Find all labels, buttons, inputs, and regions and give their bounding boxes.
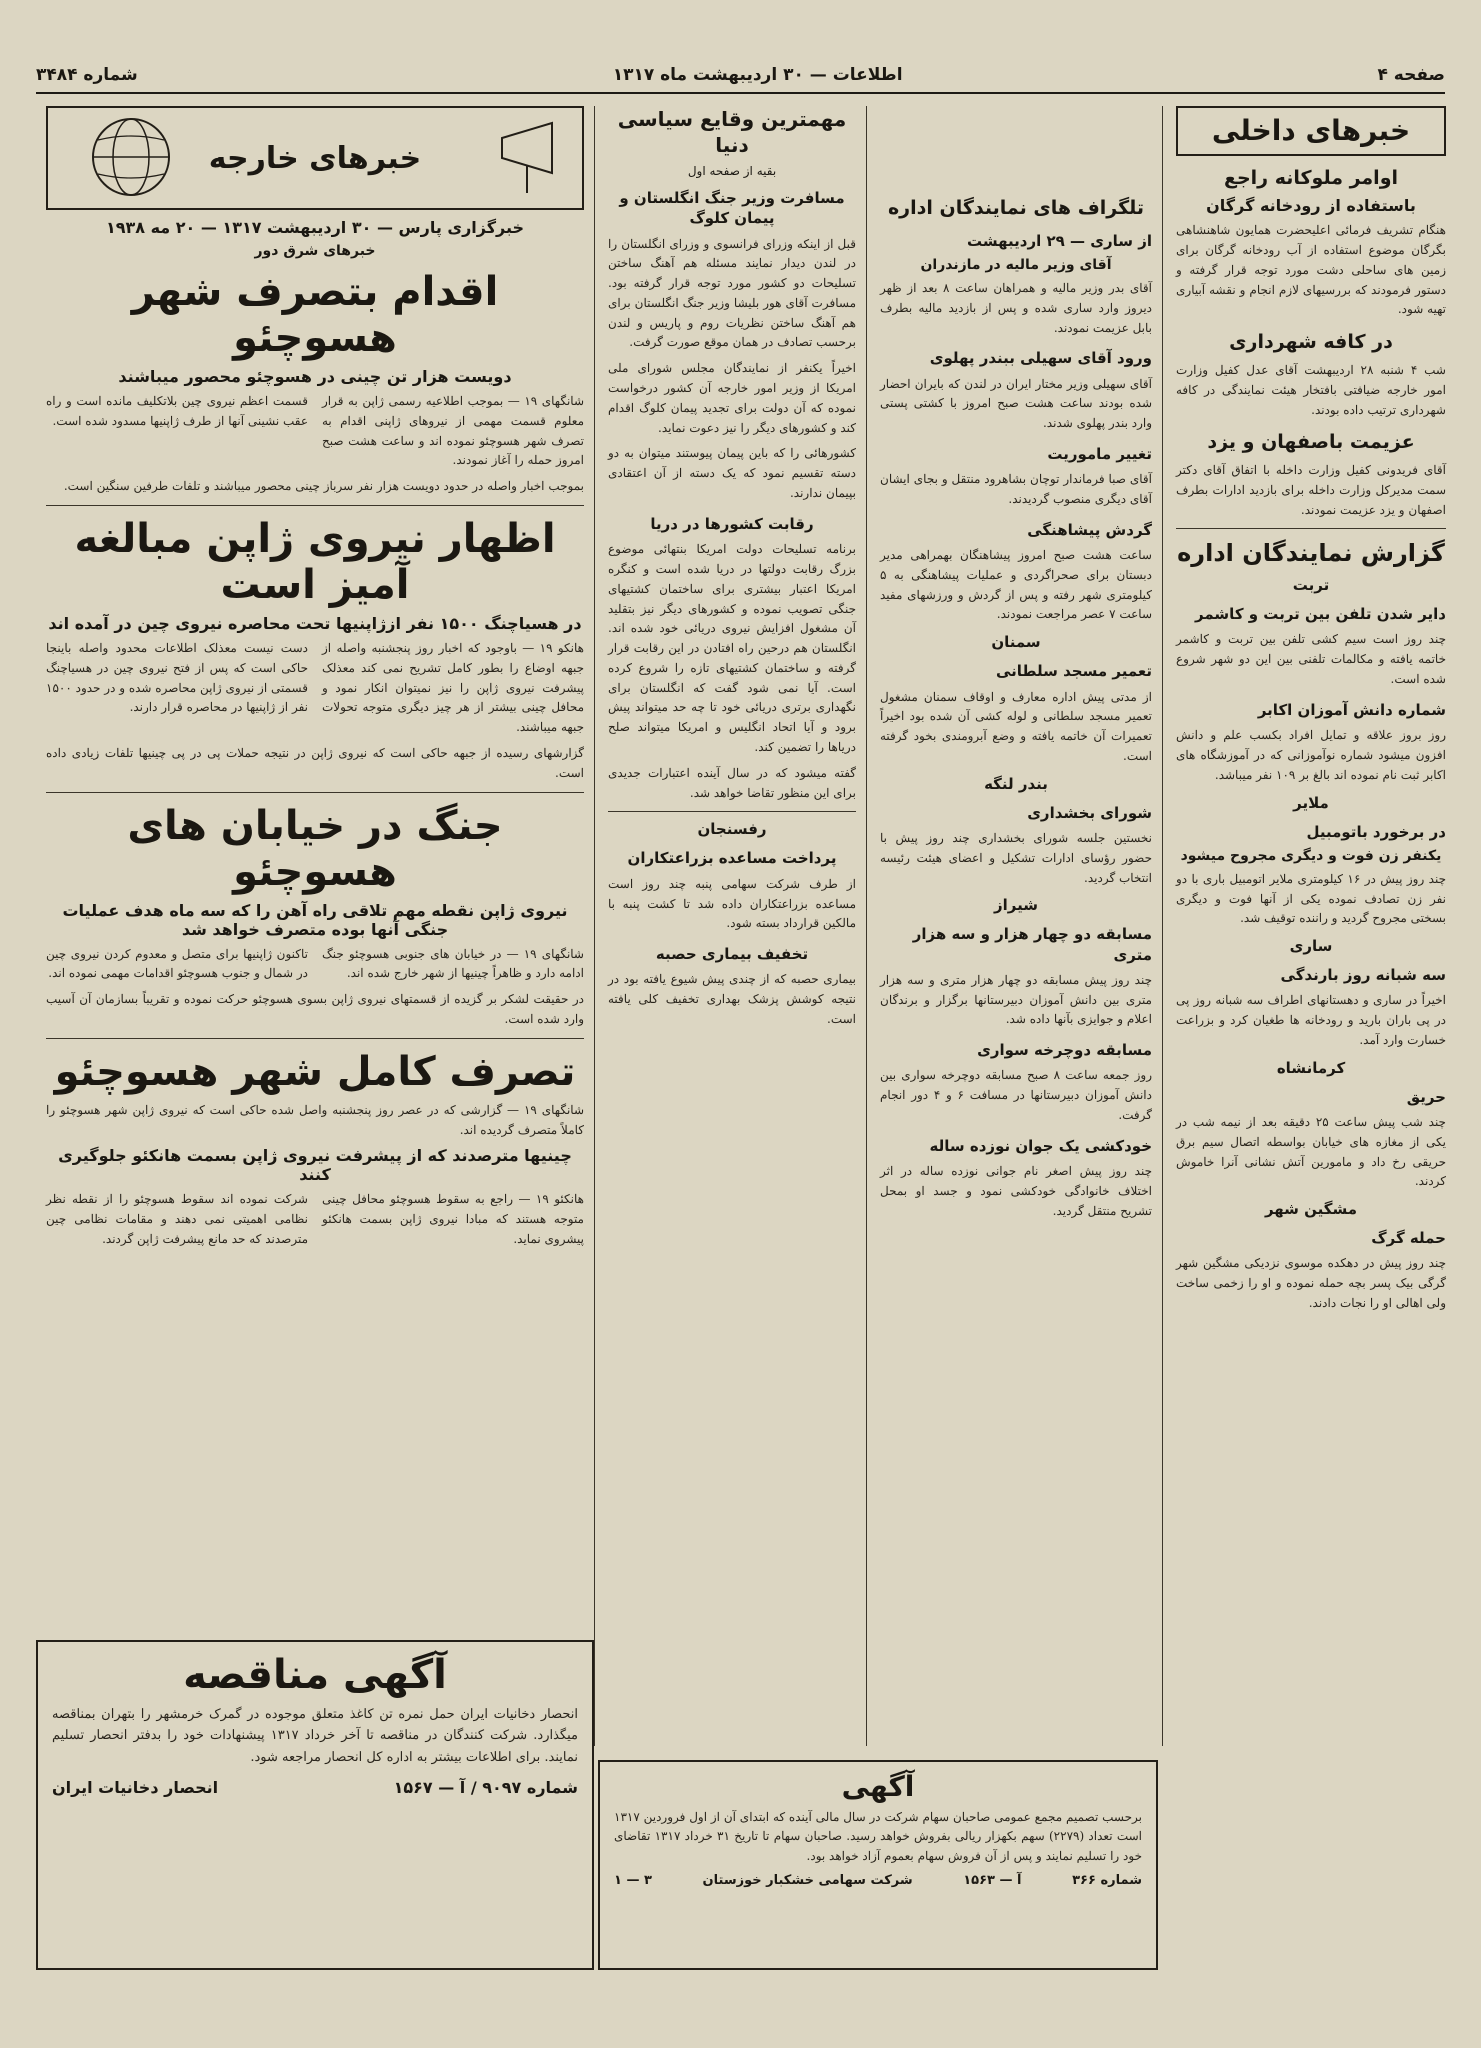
city-shiraz: شیراز [994, 896, 1038, 915]
tender-ad [36, 1640, 594, 1970]
city-semnan: سمنان [991, 633, 1041, 652]
war-minister-trip-text-1: قبل از اینکه وزرای فرانسوی و وزرای انگلستان را در لندن دیدار نمایند مسئله هم آهنگ ساختن تسلیحات دو کشور مورد توجه قرار گرفته بود. مسافرت آقای هور بلیشا وزیر جنگ انگلستان برای هم آهنگ ساختن نظریات روم و پاریس و لندن برحسب تصادف در همان موقع صورت گرفت. [608, 236, 856, 350]
royal-order-title: اوامر ملوکانه راجع [1223, 166, 1399, 189]
naval-rivalry-title: رقابت کشورها در دریا [650, 514, 814, 533]
typhoid-text: بیماری حصبه که از چندی پیش شیوع یافته بود در نتیجه کوشش پزشک بهداری تخفیف کلی یافته است. [608, 972, 856, 1026]
telegraphs-title: تلگراف های نمایندگان اداره [887, 197, 1145, 219]
royal-order-text: هنگام تشریف فرمائی اعلیحضرت همایون شاهنشاهی بگرگان موضوع استفاده از آب رودخانه گرگان برای زمین های ساحلی دشت مورد توجه قرار گرفته و دستور فرمودند که بررسیهای لازم انجام و نقشه آبیاری تهیه شود. [1176, 223, 1446, 317]
hsuchow-text-2: قسمت اعظم نیروی چین بلاتکلیف مانده است و راه عقب نشینی آنها از طرف ژاپنیها مسدود شده است. [46, 394, 308, 428]
transfer-title: تغییر ماموریت [1047, 444, 1152, 463]
notice-text: برحسب تصمیم مجمع عمومی صاحبان سهام شرکت در سال مالی آینده که ابتدای آن از اول فروردین ۱۳۱۷ است تعداد (۲۲۷۹) سهم بکهزار ریالی بفروش خواهد رسید. صاحبان سهام تا تاریخ ۳۱ خرداد ۱۳۱۷ تقاضای خود را تسلیم نمایند و پس از آن فروش سهام بعموم آزاد خواهد بود. [614, 1809, 1142, 1864]
city-torbat: تربت [1292, 576, 1330, 595]
column-rule [866, 106, 867, 1746]
foreign-news-section [36, 106, 594, 1626]
scout-trip-text: ساعت هشت صبح امروز پیشاهنگان بهمراهی مدیر دبستان برای صحراگردی و عملیات پیشاهنگی به ۵ کیلومتری شهر رفته و پس از گردش و ورزشهای مفید ساعت ۷ عصر مراجعت نمودند. [880, 548, 1152, 622]
hsuchow-subheadline: دویست هزار تن چینی در هسوچئو محصور میباشند [118, 367, 512, 386]
war-minister-trip-text-3: کشورهائی را که باین پیمان پیوستند میتوان به دو دسته تقسیم نمود که یک دسته از آن اعتقادی بپیمان ندارند. [608, 446, 856, 501]
car-accident-text: چند روز پیش در ۱۶ کیلومتری ملایر اتومبیل باری با دو نفر زن تصادف نموده یکی از آنها فوت و دیگری بسختی مجروح گردید و راننده توقیف شد. [1176, 871, 1446, 926]
suicide-title: خودکشی یک جوان نوزده ساله [929, 1136, 1152, 1155]
page-number: صفحه ۴ [1377, 65, 1445, 85]
domestic-column-a [1166, 106, 1456, 2006]
street-fight-text-2: تاکنون ژاپنیها برای متصل و معدوم کردن نیروی چین در شمال و جنوب هسوچئو اقدامات مهمی نموده اند. [46, 946, 308, 981]
rain-title: سه شبانه روز بارندگی [1280, 966, 1446, 985]
car-accident-subtitle: یکنفر زن فوت و دیگری مجروح میشود [1180, 847, 1442, 864]
column-rule [594, 106, 595, 1746]
pars-agency-dateline: خبرگزاری پارس — ۳۰ اردیبهشت ۱۳۱۷ — ۲۰ مه ۱۹۳۸ [105, 218, 525, 237]
street-fight-headline: جنگ در خیابان های هسوچئو [127, 802, 503, 895]
rain-text: اخیراً در ساری و دهستانهای اطراف سه شبانه روز پی در پی باران بارید و رودخانه ها طغیان کرد و بزراعت خسارت وارد آمد. [1176, 993, 1446, 1047]
farmers-advance-title: پرداخت مساعده بزراعتکاران [627, 849, 837, 868]
street-fight-subheadline: نیروی ژاپن نقطه مهم تلاقی راه آهن را که سه ماه هدف عملیات جنگی آنها بوده متصرف خواهد شد [62, 900, 568, 939]
chinese-resistance-text-1: هانکئو ۱۹ — راجع به سقوط هسوچئو محافل چینی متوجه هستند که مبادا نیروی ژاپن بسمت هانکئو پیشروی نماید. [322, 1192, 584, 1246]
adult-students-title: شماره دانش آموزان اکابر [1257, 700, 1446, 719]
full-capture-headline: تصرف کامل شهر هسوچئو [54, 1048, 576, 1095]
issue-number: شماره ۳۴۸۴ [36, 65, 138, 85]
domestic-news-banner: خبرهای داخلی [1176, 106, 1446, 156]
japan-claim-subheadline: در هسیاچنگ ۱۵۰۰ نفر ازژاپنیها تحت محاصره نیروی چین در آمده اند [48, 613, 582, 633]
scout-trip-title: گردش پیشاهنگی [1027, 520, 1152, 539]
hsuchow-text-1: شانگهای ۱۹ — بموجب اطلاعیه رسمی ژاپن به قرار معلوم قسمت مهمی از نیروهای ژاپنی اقدام به تصرف شهر هسوچئو نموده اند و ساعت هشت صبح امروز حمله را آغاز نمودند. [322, 394, 584, 468]
far-east-label: خبرهای شرق دور [254, 243, 376, 259]
japan-claim-text-1: هانکو ۱۹ — باوجود که اخبار روز پنجشنبه واصله از جبهه اوضاع را بطور کامل تشریح نمی کند معذلک پیشرفت نیروی ژاپن را نیز نمیتوان انکار نمود و محافل چینی بیشتر از هر چیز دیگری متوجه تحولات جبهه میباشند. [322, 640, 584, 735]
japan-claim-text-2: دست نیست معذلک اطلاعات محدود واصله باینجا حاکی است که پس از فتح نیروی چین در هسیاچنگ قسمتی از نیروی ژاپن محاصره شده و در حدود ۱۵۰۰ نفر از ژاپنیها در محاصره قرار دارند. [46, 640, 308, 715]
tender-title: آگهی مناقصه [183, 1652, 447, 1698]
car-accident-title: در برخورد باتومبیل [1306, 822, 1446, 841]
reports-banner: گزارش نمایندگان اداره [1177, 539, 1445, 568]
continued-from-front: بقیه از صفحه اول [687, 164, 777, 178]
hsuchow-headline: اقدام بتصرف شهر هسوچئو [131, 269, 499, 361]
full-capture-text: شانگهای ۱۹ — گزارشی که در عصر روز پنجشنبه واصل شده حاکی است که نیروی ژاپن شهر هسوچئو را کاملاً متصرف گردیده اند. [46, 1102, 584, 1137]
suicide-text: چند روز پیش اصغر نام جوانی نوزده ساله در اثر اختلاف خانوادگی خودکشی نمود و جسد او بمحل تشریح منتقل گردید. [880, 1164, 1152, 1218]
column-rule [1162, 106, 1163, 1746]
pahlavi-text: آقای سهیلی وزیر مختار ایران در لندن که بایران احضار شده بودند ساعت هشت صبح امروز با کشتی پستی وارد بندر پهلوی شدند. [880, 376, 1152, 431]
domestic-column-b [870, 106, 1162, 1746]
phone-line-title: دایر شدن تلفن بین تربت و کاشمر [1195, 605, 1446, 624]
chinese-resistance-headline: چینیها مترصدند که از پیشرفت نیروی ژاپن بسمت هانکئو جلوگیری کنند [58, 1146, 572, 1185]
notice-reference-3: ۳ — ۱ [614, 1872, 652, 1888]
foreign-news-title: خبرهای خارجه [208, 140, 422, 176]
political-column [598, 106, 866, 1746]
notice-reference-2: آ — ۱۵۶۳ [963, 1872, 1022, 1888]
paper-date: اطلاعات — ۳۰ اردیبهشت ماه ۱۳۱۷ [612, 65, 903, 85]
war-minister-trip-title: مسافرت وزیر جنگ انگلستان و پیمان کلوگ [619, 189, 845, 228]
mosque-repair-title: تعمیر مسجد سلطانی [995, 662, 1152, 681]
japan-claim-headline: اظهار نیروی ژاپن مبالغه آمیز است [74, 515, 556, 608]
bike-race-text: روز جمعه ساعت ۸ صبح مسابقه دوچرخه سواری بین دانش آموزان دبیرستانها در مسافت ۶ و ۴ دور انجام گرفت. [880, 1068, 1152, 1123]
running-race-text: چند روز پیش مسابقه دو چهار هزار متری و سه هزار متری بین دانش آموزان دبیرستانها برگزار و برندگان اعلام و جوایزی بآنها داده شد. [880, 972, 1152, 1027]
city-rafsanjan: رفسنجان [697, 820, 767, 839]
city-kermanshah: کرمانشاه [1276, 1058, 1346, 1077]
notice-signature: شرکت سهامی خشکبار خوزستان [702, 1872, 913, 1888]
globe-icon [66, 112, 196, 202]
chinese-resistance-text-2: شرکت نموده اند سقوط هسوچئو را از نقطه نظر نظامی اهمیتی نمی دهند و مقامات نظامی چین مترصدند که حد مانع پیشرفت ژاپن گردند. [46, 1192, 308, 1246]
farmers-advance-text: از طرف شرکت سهامی پنبه چند روز است مساعده بزراعتکاران داده شد تا کشت پنبه با مالکین قرارداد بسته شود. [608, 876, 856, 931]
city-mashgin: مشگین شهر [1264, 1200, 1358, 1219]
wolf-attack-text: چند روز پیش در دهکده موسوی نزدیکی مشگین شهر گرگی بیک پسر بچه حمله نموده و او را زخمی ساخت ولی اهالی او را نجات دادند. [1176, 1256, 1446, 1311]
gramophone-horn-icon [492, 118, 562, 198]
naval-rivalry-text-2: گفته میشود که در سال آینده اعتبارات جدیدی برای این منظور تقاضا خواهد شد. [608, 765, 856, 800]
royal-order-subtitle: باستفاده از رودخانه گرگان [1206, 196, 1416, 216]
bike-race-title: مسابقه دوچرخه سواری [977, 1041, 1152, 1060]
foreign-news-banner [46, 106, 584, 210]
phone-line-text: چند روز است سیم کشی تلفن بین تربت و کاشمر خاتمه یافته و مکالمات تلفنی بین این دو شهر شروع شده است. [1176, 632, 1446, 687]
municipal-cafe-title: در کافه شهرداری [1229, 331, 1393, 354]
fire-title: حریق [1406, 1087, 1446, 1106]
running-race-title: مسابقه دو چهار هزار و سه هزار متری [912, 925, 1152, 964]
council-text: نخستین جلسه شورای بخشداری چند روز پیش با حضور رؤسای ادارات تشکیل و اعضای هیئت رئیسه انتخاب گردید. [880, 830, 1152, 885]
notice-title: آگهی [841, 1770, 915, 1803]
notice-reference-1: شماره ۳۶۶ [1072, 1872, 1142, 1888]
political-events-title: مهمترین وقایع سیاسی دنیا [617, 107, 847, 157]
municipal-cafe-text: شب ۴ شنبه ۲۸ اردیبهشت آقای عدل کفیل وزارت امور خارجه ضیافتی بافتخار هیئت نمایندگی در کافه شهرداری ترتیب داده بودند. [1176, 362, 1446, 417]
shareholder-notice-ad [598, 1760, 1158, 1970]
mosque-repair-text: از مدتی پیش اداره معارف و اوقاف سمنان مشغول تعمیر مسجد سلطانی و لوله کشی آن شده بود اخیراً تعمیرات آن خاتمه یافته و وضع آبرومندی بخود گرفته است. [880, 689, 1152, 763]
city-malayer: ملایر [1293, 793, 1329, 812]
war-minister-trip-text-2: اخیراً یکنفر از نمایندگان مجلس شورای ملی امریکا از وزیر امور خارجه آن کشور درخواست نموده که آن دولت برای تجدید پیمان کلوگ اقدام کند و کشورهای دیگر را نیز دعوت نماید. [608, 361, 856, 435]
tender-reference: شماره ۹۰۹۷ / آ — ۱۵۶۷ [393, 1778, 578, 1798]
japan-claim-text-3: گزارشهای رسیده از جبهه حاکی است که نیروی ژاپن در نتیجه حملات پی در پی چینیها تلفات زیادی داده است. [46, 745, 584, 780]
city-sari: ساری [1289, 937, 1333, 956]
isfahan-trip-title: عزیمت باصفهان و یزد [1207, 431, 1415, 454]
isfahan-trip-text: آقای فریدونی کفیل وزارت داخله با اتفاق آقای دکتر سمت مدیرکل وزارت داخله برای بازدید ادارات بطرف اصفهان و یزد عزیمت نمودند. [1176, 463, 1446, 517]
sari-dateline: از ساری — ۲۹ اردیبهشت [966, 231, 1152, 250]
sari-subtitle: آقای وزیر مالیه در مازندران [920, 256, 1112, 273]
sari-text: آقای بدر وزیر مالیه و همراهان ساعت ۸ بعد از ظهر دیروز وارد ساری شده و پس از بازدید مالیه بطرف بابل عزیمت نمودند. [880, 280, 1153, 335]
hsuchow-text-3: بموجب اخبار واصله در حدود دویست هزار نفر سرباز چینی محصور میباشند و تلفات طرفین سنگین است. [63, 479, 584, 494]
street-fight-text-1: شانگهای ۱۹ — در خیابان های جنوبی هسوچئو جنگ ادامه دارد و ظاهراً چینیها از شهر خارج شده اند. [322, 946, 584, 981]
typhoid-title: تخفیف بیماری حصبه [655, 945, 809, 964]
fire-text: چند شب پیش ساعت ۲۵ دقیقه بعد از نیمه شب در یکی از مغازه های خیابان بواسطه اتصال سیم برق حریقی رخ داد و مامورین آتش نشانی آنرا خاموش کردند. [1176, 1115, 1446, 1189]
council-title: شورای بخشداری [1027, 803, 1152, 822]
transfer-text: آقای صبا فرماندار توچان بشاهرود منتقل و بجای ایشان آقای دیگری منصوب گردیدند. [880, 472, 1152, 507]
pahlavi-title: ورود آقای سهیلی ببندر پهلوی [929, 349, 1152, 368]
street-fight-text-3: در حقیقت لشکر بر گزیده از قسمتهای نیروی ژاپن بسوی هسوچئو حرکت نموده و تقریباً بسازمان آن آسیب وارد شده است. [46, 992, 584, 1026]
page-header [36, 58, 1445, 94]
tender-signature: انحصار دخانیات ایران [52, 1778, 219, 1798]
tender-text: انحصار دخانیات ایران حمل نمره تن کاغذ متعلق موجوده در گمرک خرمشهر را بتهران بمناقصه میگذارد. شرکت کنندگان در مناقصه تا آخر خرداد ۱۳۱۷ پیشنهادات خود را بدفتر انحصار تسلیم نمایند. برای اطلاعات بیشتر به اداره کل انحصار مراجعه شود. [52, 1707, 578, 1765]
wolf-attack-title: حمله گرگ [1371, 1229, 1446, 1248]
city-bandar-lengeh: بندر لنگه [984, 774, 1048, 793]
adult-students-text: روز بروز علاقه و تمایل افراد بکسب علم و دانش افزون میشود شماره نوآموزانی که در آموزشگاه های اکابر ثبت نام نموده اند بالغ بر ۱۰۹ نفر میباشد. [1176, 728, 1446, 782]
naval-rivalry-text: برنامه تسلیحات دولت امریکا بنتهائی موضوع بزرگ رقابت دولتها در دریا شده است و کنگره امریکا اعتبار بیشتری برای ساختمان کشتیهای جنگی تصویب نموده و کشورهای دیگر نیز بتقلید آن مشغول افزایش نیروی دریائی خود شده اند. انگلستان هم درحین راه افتادن در این رقابت قرار گرفته و ساختمان کشتیهای تازه را شروع کرده است. آیا نمی شود گفت که انگلستان برای نگهداری برتری دریائی خود تا چه حد میتواند پیش برود و آیا اتحاد انگلیس و امریکا میتواند صلح دریاها را تضمین کند. [608, 542, 856, 755]
